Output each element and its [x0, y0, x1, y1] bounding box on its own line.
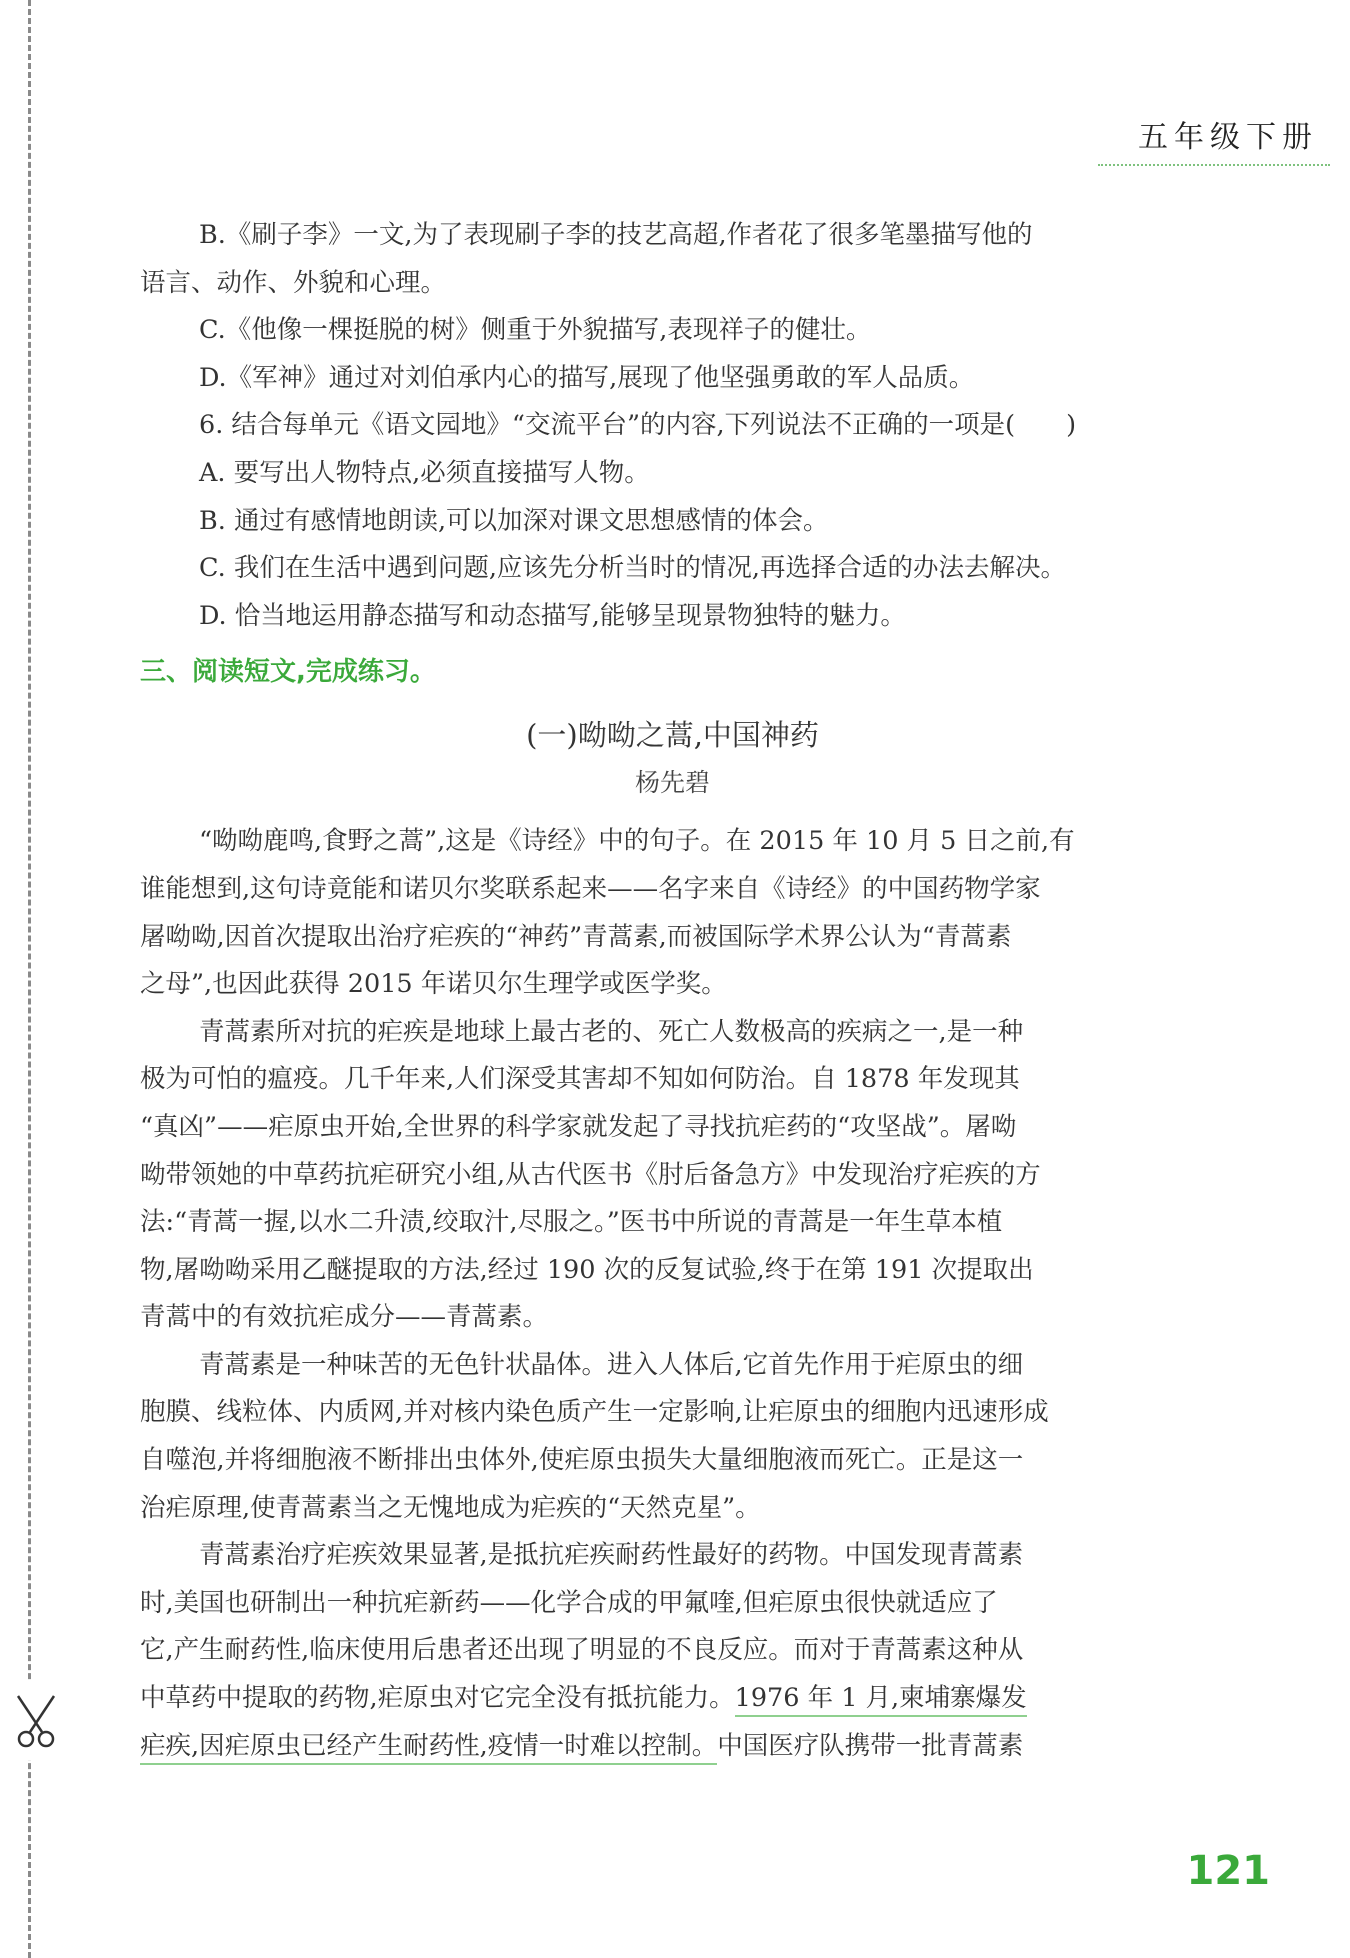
- section-heading: 三、阅读短文,完成练习。: [140, 657, 436, 688]
- passage-line: 自噬泡,并将细胞液不断排出虫体外,使疟原虫损失大量细胞液而死亡。正是这一: [140, 1445, 1024, 1476]
- option-b-line2: 语言、动作、外貌和心理。: [140, 267, 447, 298]
- q6-option-a: A. 要写出人物特点,必须直接描写人物。: [199, 457, 650, 488]
- passage-line: 青蒿素治疗疟疾效果显著,是抵抗疟疾耐药性最好的药物。中国发现青蒿素: [199, 1540, 1024, 1571]
- passage-text: 中草药中提取的药物,疟原虫对它完全没有抵抗能力。: [140, 1683, 735, 1714]
- passage-line: “真凶”——疟原虫开始,全世界的科学家就发起了寻找抗疟药的“攻坚战”。屠呦: [140, 1111, 1017, 1142]
- passage-line: 呦带领她的中草药抗疟研究小组,从古代医书《肘后备急方》中发现治疗疟疾的方: [140, 1159, 1041, 1190]
- question-6-stem: 6. 结合每单元《语文园地》“交流平台”的内容,下列说法不正确的一项是( ): [199, 410, 1077, 441]
- passage-line: 时,美国也研制出一种抗疟新药——化学合成的甲氟喹,但疟原虫很快就适应了: [140, 1587, 998, 1618]
- option-b-line1: B.《刷子李》一文,为了表现刷子李的技艺高超,作者花了很多笔墨描写他的: [199, 220, 1033, 250]
- passage-line: 物,屠呦呦采用乙醚提取的方法,经过 190 次的反复试验,终于在第 191 次提取出: [140, 1254, 1034, 1285]
- passage-line: 谁能想到,这句诗竟能和诺贝尔奖联系起来——名字来自《诗经》的中国药物学家: [140, 873, 1041, 904]
- page-content: [140, 212, 1205, 1770]
- passage-line: 青蒿素所对抗的疟疾是地球上最古老的、死亡人数极高的疾病之一,是一种: [199, 1016, 1024, 1047]
- passage-line: 法:“青蒿一握,以水二升渍,绞取汁,尽服之。”医书中所说的青蒿是一年生草本植: [140, 1207, 1003, 1238]
- q6-option-c: C. 我们在生活中遇到问题,应该先分析当时的情况,再选择合适的办法去解决。: [199, 553, 1067, 584]
- q6-option-d: D. 恰当地运用静态描写和动态描写,能够呈现景物独特的魅力。: [199, 600, 906, 631]
- scissors-icon: [12, 1690, 60, 1750]
- grade-label: 五年级下册: [1098, 108, 1330, 166]
- underlined-text: 1976 年 1 月,柬埔寨爆发: [735, 1683, 1027, 1717]
- passage-title: (一)呦呦之蒿,中国神药: [526, 718, 819, 753]
- passage-line: 屠呦呦,因首次提取出治疗疟疾的“神药”青蒿素,而被国际学术界公认为“青蒿素: [140, 921, 1012, 952]
- q6-option-b: B. 通过有感情地朗读,可以加深对课文思想感情的体会。: [199, 505, 829, 536]
- passage-text: 中国医疗队携带一批青蒿素: [717, 1730, 1024, 1761]
- passage-line: 青蒿中的有效抗疟成分——青蒿素。: [140, 1302, 549, 1333]
- passage-line: 它,产生耐药性,临床使用后患者还出现了明显的不良反应。而对于青蒿素这种从: [140, 1635, 1024, 1666]
- passage-line: 胞膜、线粒体、内质网,并对核内染色质产生一定影响,让疟原虫的细胞内迅速形成: [140, 1397, 1049, 1428]
- page-number: 121: [1186, 1848, 1270, 1894]
- passage-line: 青蒿素是一种味苦的无色针状晶体。进入人体后,它首先作用于疟原虫的细: [199, 1349, 1024, 1380]
- passage-line: [140, 1723, 1205, 1771]
- passage-line: 之母”,也因此获得 2015 年诺贝尔生理学或医学奖。: [140, 969, 727, 1000]
- option-d: D.《军神》通过对刘伯承内心的描写,展现了他坚强勇敢的军人品质。: [199, 362, 975, 393]
- passage-line: 治疟原理,使青蒿素当之无愧地成为疟疾的“天然克星”。: [140, 1492, 761, 1523]
- option-c: C.《他像一棵挺脱的树》侧重于外貌描写,表现祥子的健壮。: [199, 315, 872, 346]
- cut-line: [28, 0, 31, 1958]
- passage-line: 极为可怕的瘟疫。几千年来,人们深受其害却不知如何防治。自 1878 年发现其: [140, 1064, 1020, 1095]
- passage-author: 杨先碧: [634, 768, 710, 798]
- passage-line: “呦呦鹿鸣,食野之蒿”,这是《诗经》中的句子。在 2015 年 10 月 5 日之前,有: [199, 826, 1075, 857]
- passage-line: [140, 1675, 1205, 1723]
- underlined-text: 疟疾,因疟原虫已经产生耐药性,疫情一时难以控制。: [140, 1731, 717, 1765]
